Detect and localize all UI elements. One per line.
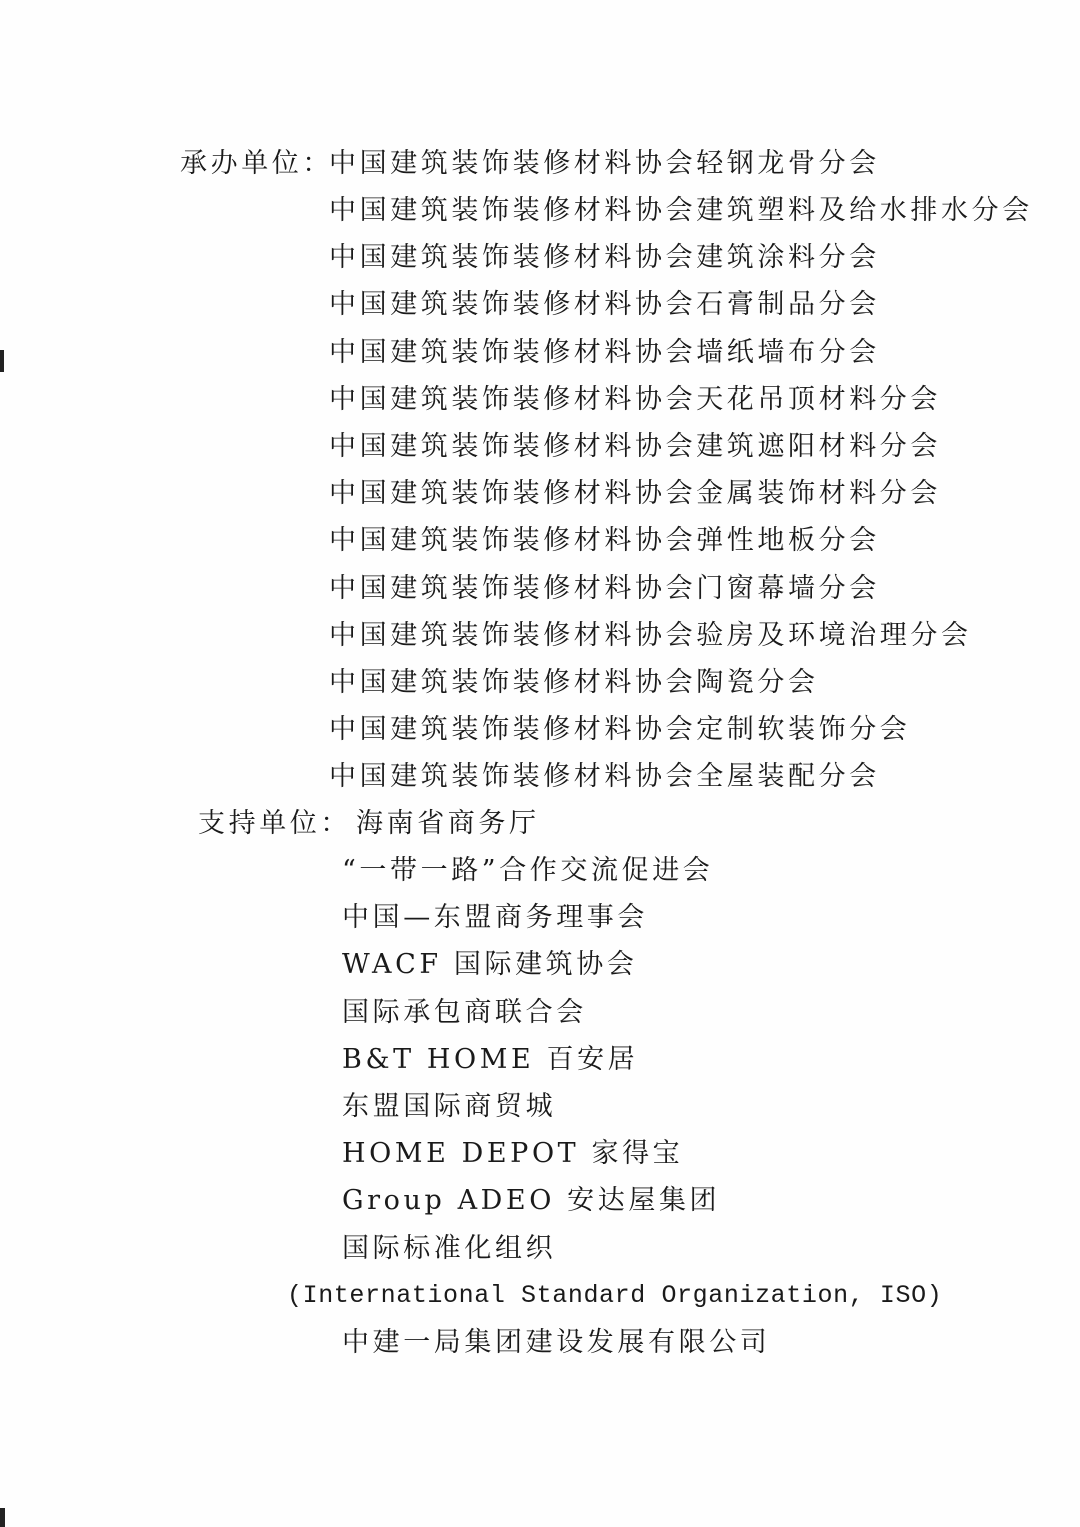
organizers-label: 承办单位： (180, 148, 333, 179)
organizer-item: 中国建筑装饰装修材料协会建筑遮阳材料分会 (329, 430, 941, 462)
organizer-item: 中国建筑装饰装修材料协会门窗幕墙分会 (329, 572, 880, 604)
scan-edge-mark (0, 350, 4, 372)
supporter-item: B&T HOME 百安居 (342, 1043, 639, 1075)
organizer-item: 中国建筑装饰装修材料协会陶瓷分会 (329, 666, 819, 698)
organizer-item: 中国建筑装饰装修材料协会墙纸墙布分会 (329, 336, 880, 368)
scan-edge-mark (0, 1508, 5, 1527)
supporters-label: 支持单位： (198, 808, 351, 839)
supporter-item: 国际承包商联合会 (342, 996, 587, 1028)
supporter-item: HOME DEPOT 家得宝 (342, 1138, 684, 1170)
organizer-item: 中国建筑装饰装修材料协会天花吊顶材料分会 (329, 383, 941, 415)
supporter-item: 国际标准化组织 (342, 1232, 557, 1264)
organizer-item: 中国建筑装饰装修材料协会建筑涂料分会 (329, 242, 880, 274)
supporter-item-iso-note: (International Standard Organization, ISO) (287, 1280, 943, 1310)
supporter-item: “一带一路”合作交流促进会 (342, 855, 714, 886)
organizer-item: 中国建筑装饰装修材料协会全屋装配分会 (329, 761, 880, 793)
supporter-item: Group ADEO 安达屋集团 (342, 1185, 721, 1217)
supporter-item: WACF 国际建筑协会 (342, 949, 638, 981)
organizer-item: 中国建筑装饰装修材料协会弹性地板分会 (329, 525, 880, 557)
organizer-item: 中国建筑装饰装修材料协会建筑塑料及给水排水分会 (329, 195, 1033, 226)
organizer-item: 中国建筑装饰装修材料协会定制软装饰分会 (329, 714, 911, 746)
supporters-list (287, 853, 943, 1372)
supporter-item: 东盟国际商贸城 (342, 1090, 557, 1122)
organizer-item: 中国建筑装饰装修材料协会金属装饰材料分会 (329, 478, 941, 510)
organizers-list (329, 193, 1033, 806)
organizer-item: 中国建筑装饰装修材料协会验房及环境治理分会 (329, 619, 972, 651)
organizer-item: 中国建筑装饰装修材料协会轻钢龙骨分会 (329, 148, 880, 179)
supporter-item: 中国—东盟商务理事会 (342, 902, 648, 934)
organizer-item: 中国建筑装饰装修材料协会石膏制品分会 (329, 289, 880, 321)
supporter-item: 海南省商务厅 (356, 808, 540, 839)
supporter-item: 中建一局集团建设发展有限公司 (342, 1326, 771, 1358)
